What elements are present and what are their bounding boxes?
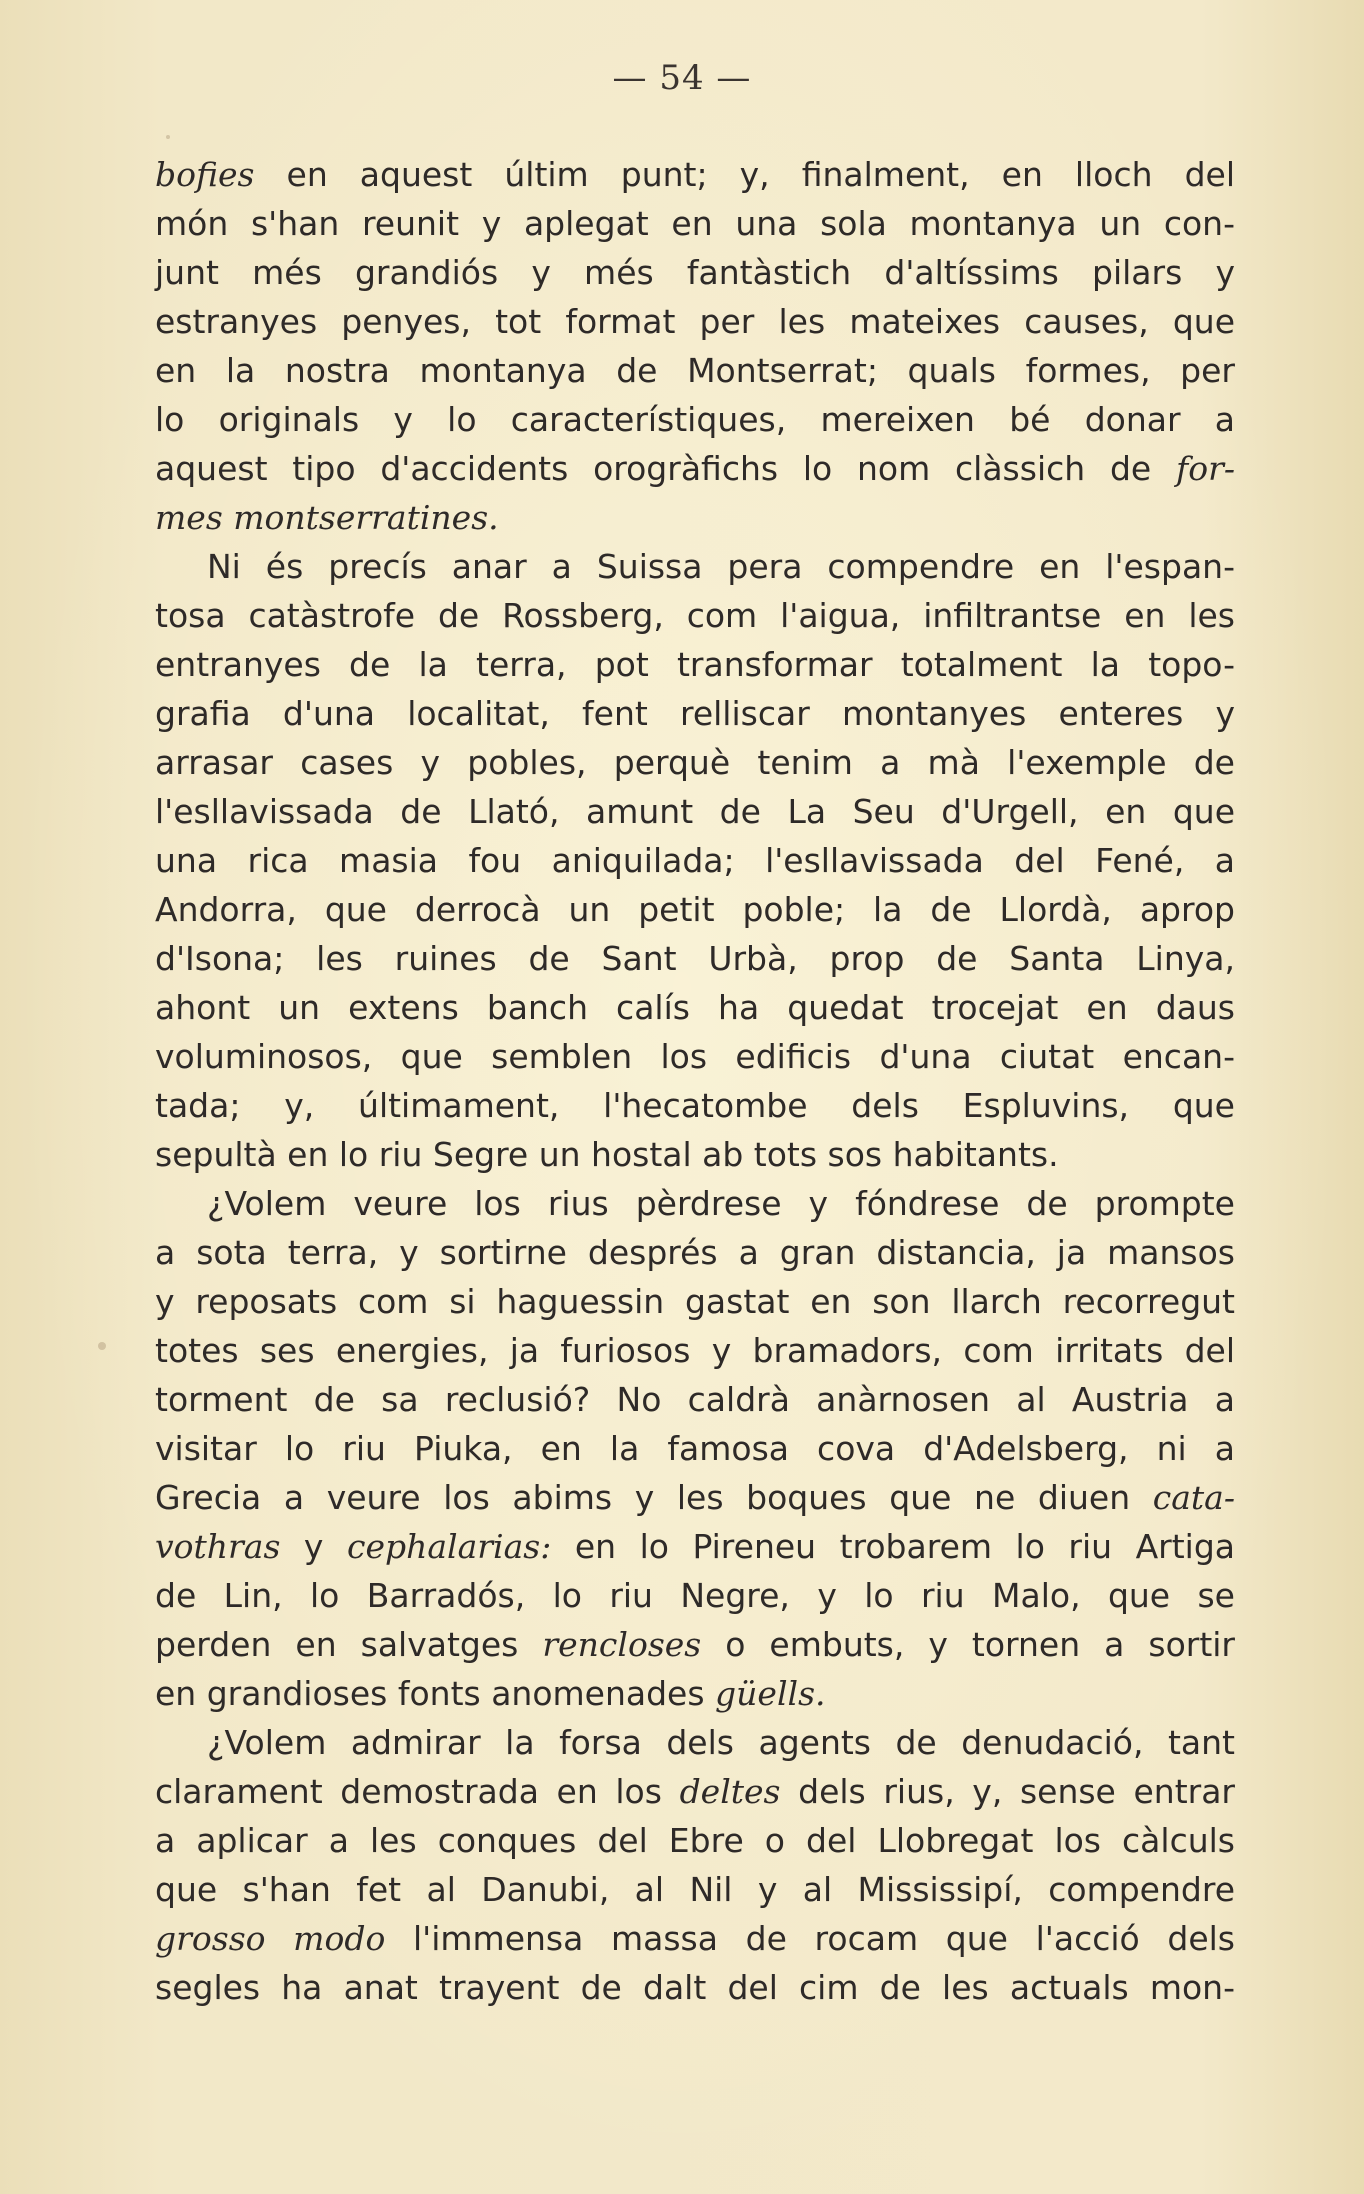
- italic-run: mes montserratines.: [155, 498, 499, 537]
- text-line: [155, 150, 1235, 199]
- text-run: en la nostra montanya de Montserrat; quals formes, per: [155, 351, 1235, 390]
- text-run: ¿Volem veure los rius pèrdrese y fóndrese de prompte: [207, 1184, 1235, 1223]
- text-line: [155, 297, 1235, 346]
- italic-run: deltes: [679, 1772, 781, 1811]
- text-line: [155, 1326, 1235, 1375]
- text-line: [155, 1963, 1235, 2012]
- italic-run: rencloses: [542, 1625, 702, 1664]
- text-run: Andorra, que derrocà un petit poble; la de Llordà, aprop: [155, 890, 1235, 929]
- text-run: arrasar cases y pobles, perquè tenim a mà l'exemple de: [155, 743, 1235, 782]
- text-line: [155, 1620, 1235, 1669]
- text-line: [155, 1669, 1235, 1718]
- text-line: [155, 395, 1235, 444]
- text-run: a aplicar a les conques del Ebre o del Llobregat los càlculs: [155, 1821, 1235, 1860]
- italic-run: for-: [1175, 449, 1235, 488]
- text-run: totes ses energies, ja furiosos y bramadors, com irritats del: [155, 1331, 1235, 1370]
- text-line: [155, 1179, 1235, 1228]
- text-line: [155, 493, 1235, 542]
- text-line: [155, 983, 1235, 1032]
- text-run: món s'han reunit y aplegat en una sola montanya un con-: [155, 204, 1235, 243]
- text-run: grafia d'una localitat, fent relliscar montanyes enteres y: [155, 694, 1235, 733]
- text-line: [155, 1130, 1235, 1179]
- text-run: ahont un extens banch calís ha quedat trocejat en daus: [155, 988, 1235, 1027]
- text-run: estranyes penyes, tot format per les mateixes causes, que: [155, 302, 1235, 341]
- text-line: [155, 1718, 1235, 1767]
- text-line: [155, 199, 1235, 248]
- text-line: [155, 689, 1235, 738]
- text-run: y: [280, 1527, 347, 1566]
- text-line: [155, 1081, 1235, 1130]
- text-run: visitar lo riu Piuka, en la famosa cova d'Adelsberg, ni a: [155, 1429, 1235, 1468]
- text-run: una rica masia fou aniquilada; l'esllavissada del Fené, a: [155, 841, 1235, 880]
- text-run: segles ha anat trayent de dalt del cim de les actuals mon-: [155, 1968, 1235, 2007]
- text-run: de Lin, lo Barradós, lo riu Negre, y lo riu Malo, que se: [155, 1576, 1235, 1615]
- italic-run: cephalarias:: [346, 1527, 552, 1566]
- text-line: [155, 640, 1235, 689]
- text-line: [155, 346, 1235, 395]
- text-line: [155, 1375, 1235, 1424]
- text-line: [155, 1522, 1235, 1571]
- text-line: [155, 1571, 1235, 1620]
- text-run: Grecia a veure los abims y les boques que ne diuen: [155, 1478, 1153, 1517]
- text-run: en aquest últim punt; y, finalment, en lloch del: [254, 155, 1235, 194]
- text-line: [155, 1228, 1235, 1277]
- text-run: entranyes de la terra, pot transformar totalment la topo-: [155, 645, 1235, 684]
- text-line: [155, 1424, 1235, 1473]
- text-run: torment de sa reclusió? No caldrà anàrnosen al Austria a: [155, 1380, 1235, 1419]
- text-line: [155, 885, 1235, 934]
- text-run: y reposats com si haguessin gastat en son llarch recorregut: [155, 1282, 1235, 1321]
- text-line: [155, 836, 1235, 885]
- italic-run: bofies: [155, 155, 255, 194]
- text-line: [155, 542, 1235, 591]
- text-run: junt més grandiós y més fantàstich d'altíssims pilars y: [155, 253, 1235, 292]
- text-run: sepultà en lo riu Segre un hostal ab tots sos habitants.: [155, 1135, 1059, 1174]
- text-run: a sota terra, y sortirne després a gran distancia, ja mansos: [155, 1233, 1235, 1272]
- text-line: [155, 1767, 1235, 1816]
- text-line: [155, 934, 1235, 983]
- text-run: lo originals y lo característiques, mereixen bé donar a: [155, 400, 1235, 439]
- text-run: dels rius, y, sense entrar: [780, 1772, 1235, 1811]
- paper-speck: [98, 1342, 106, 1350]
- text-run: tosa catàstrofe de Rossberg, com l'aigua, infiltrantse en les: [155, 596, 1235, 635]
- body-text: [155, 150, 1235, 2012]
- text-run: aquest tipo d'accidents orogràfichs lo nom clàssich de: [155, 449, 1176, 488]
- text-run: en lo Pireneu trobarem lo riu Artiga: [551, 1527, 1235, 1566]
- page-number: — 54 —: [612, 58, 752, 98]
- text-line: [155, 1032, 1235, 1081]
- text-run: en grandioses fonts anomenades: [155, 1674, 716, 1713]
- text-run: d'Isona; les ruines de Sant Urbà, prop de Santa Linya,: [155, 939, 1235, 978]
- text-run: ¿Volem admirar la forsa dels agents de denudació, tant: [207, 1723, 1235, 1762]
- text-run: tada; y, últimament, l'hecatombe dels Espluvins, que: [155, 1086, 1235, 1125]
- italic-run: cata-: [1152, 1478, 1235, 1517]
- text-line: [155, 591, 1235, 640]
- paper-speck: [166, 135, 170, 139]
- text-line: [155, 1865, 1235, 1914]
- text-run: perden en salvatges: [155, 1625, 543, 1664]
- italic-run: grosso modo: [155, 1919, 386, 1958]
- text-run: que s'han fet al Danubi, al Nil y al Mississipí, compendre: [155, 1870, 1235, 1909]
- text-line: [155, 444, 1235, 493]
- text-line: [155, 1914, 1235, 1963]
- text-run: voluminosos, que semblen los edificis d'una ciutat encan-: [155, 1037, 1235, 1076]
- text-line: [155, 248, 1235, 297]
- text-run: clarament demostrada en los: [155, 1772, 680, 1811]
- text-run: o embuts, y tornen a sortir: [701, 1625, 1236, 1664]
- text-line: [155, 1816, 1235, 1865]
- text-run: Ni és precís anar a Suissa pera compendre en l'espan-: [207, 547, 1235, 586]
- text-line: [155, 787, 1235, 836]
- text-run: l'esllavissada de Llató, amunt de La Seu d'Urgell, en que: [155, 792, 1235, 831]
- text-line: [155, 738, 1235, 787]
- italic-run: güells.: [715, 1674, 826, 1713]
- text-line: [155, 1473, 1235, 1522]
- text-line: [155, 1277, 1235, 1326]
- text-run: l'immensa massa de rocam que l'acció dels: [385, 1919, 1235, 1958]
- italic-run: vothras: [155, 1527, 281, 1566]
